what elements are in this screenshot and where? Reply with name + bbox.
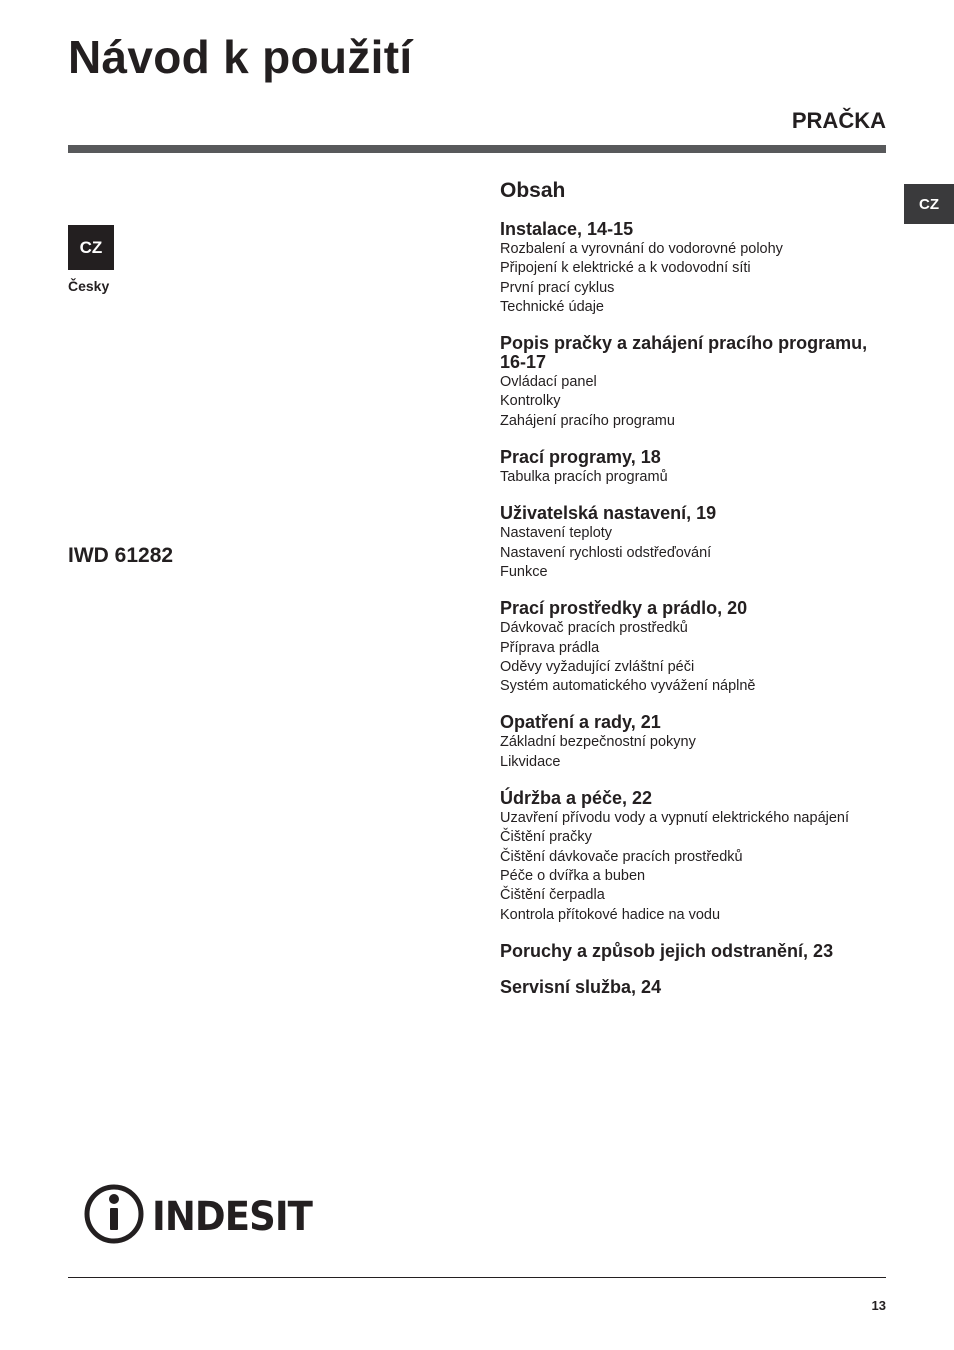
toc-item: Zahájení pracího programu — [500, 412, 675, 429]
footer-divider — [68, 1277, 886, 1278]
toc-section — [500, 599, 886, 696]
toc-item: Čištění dávkovače pracích prostředků — [500, 848, 743, 865]
toc-section-title: Instalace, 14-15 — [500, 219, 634, 239]
toc-item: Likvidace — [500, 753, 561, 770]
toc-item: Technické údaje — [500, 298, 604, 315]
toc-item: První prací cyklus — [500, 279, 615, 296]
toc-item: Systém automatického vyvážení náplně — [500, 678, 756, 695]
toc-item: Základní bezpečnostní pokyny — [500, 734, 696, 751]
toc-section — [500, 789, 886, 925]
toc-section — [500, 504, 886, 582]
toc-item: Příprava prádla — [500, 639, 600, 656]
toc-item: Tabulka pracích programů — [500, 469, 668, 486]
toc-section-title: Prací programy, 18 — [500, 447, 661, 468]
header-divider — [68, 145, 886, 153]
toc-section-title: Uživatelská nastavení, 19 — [500, 503, 717, 524]
toc-section-title: Popis pračky a zahájení pracího programu, 16-17 — [500, 333, 868, 373]
toc-item: Čištění pračky — [500, 829, 592, 846]
toc-item: Péče o dvířka a buben — [500, 867, 646, 884]
toc-item: Dávkovač pracích prostředků — [500, 620, 688, 637]
page-number: 13 — [871, 1298, 886, 1313]
toc-item: Ovládací panel — [500, 374, 597, 391]
table-of-contents — [500, 178, 886, 1014]
toc-section — [500, 220, 886, 317]
language-side-tab: CZ — [904, 184, 954, 224]
language-badge: CZ — [68, 225, 114, 270]
toc-item: Nastavení teploty — [500, 525, 613, 542]
document-title: Návod k použití — [68, 31, 413, 83]
model-number: IWD 61282 — [68, 544, 174, 567]
toc-section-title: Servisní služba, 24 — [500, 976, 662, 997]
toc-section-title: Poruchy a způsob jejich odstranění, 23 — [500, 940, 834, 961]
toc-section-title: Údržba a péče, 22 — [500, 788, 653, 809]
toc-section — [500, 713, 886, 772]
toc-section-title: Prací prostředky a prádlo, 20 — [500, 598, 748, 619]
document-subtitle: PRAČKA — [791, 108, 886, 133]
toc-section — [500, 334, 886, 431]
toc-item: Připojení k elektrické a k vodovodní síti — [500, 260, 751, 277]
toc-item: Oděvy vyžadující zvláštní péči — [500, 658, 695, 675]
toc-section-title: Opatření a rady, 21 — [500, 712, 661, 733]
toc-item: Nastavení rychlosti odstřeďování — [500, 544, 712, 561]
indesit-logo — [82, 1182, 314, 1246]
svg-text:INDESIT: INDESIT — [152, 1194, 314, 1240]
toc-item: Čištění čerpadla — [500, 887, 605, 904]
toc-section — [500, 978, 886, 997]
toc-section — [500, 942, 886, 961]
toc-item: Funkce — [500, 563, 548, 580]
toc-item: Uzavření přívodu vody a vypnutí elektrického napájení — [500, 810, 850, 827]
language-name: Česky — [68, 278, 110, 294]
toc-item: Kontrola přítokové hadice na vodu — [500, 906, 721, 923]
toc-item: Kontrolky — [500, 393, 561, 410]
toc-section — [500, 448, 886, 487]
toc-sections — [500, 220, 886, 997]
toc-item: Rozbalení a vyrovnání do vodorovné polohy — [500, 241, 783, 257]
toc-heading: Obsah — [500, 179, 566, 202]
